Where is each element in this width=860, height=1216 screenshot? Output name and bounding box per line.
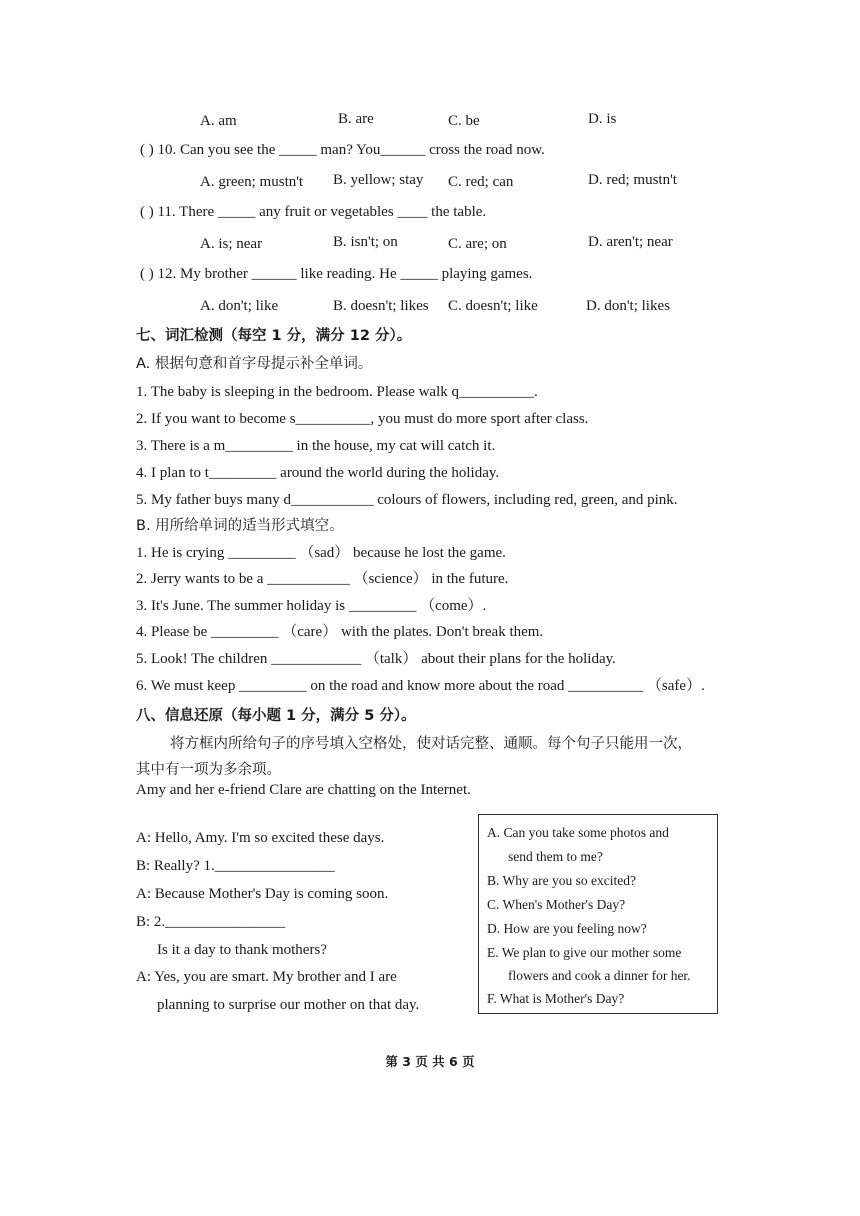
dialogue-line-3: A: Because Mother's Day is coming soon. [136,886,389,902]
box-option-f: F. What is Mother's Day? [487,991,625,1006]
q9-option-b: B. are [338,111,374,127]
options-box [478,814,718,1014]
q12-option-b: B. doesn't; likes [333,298,429,314]
page-footer: 第 3 页 共 6 页 [385,1054,475,1069]
dialogue-line-5: Is it a day to thank mothers? [157,942,327,958]
question-10: ( ) 10. Can you see the _____ man? You______ cross the road now. [140,142,545,158]
question-11: ( ) 11. There _____ any fruit or vegetables ____ the table. [140,204,487,220]
q10-option-d: D. red; mustn't [588,172,677,188]
dialogue-line-2: B: Really? 1.________________ [136,858,335,874]
q12-option-c: C. doesn't; like [448,298,538,314]
section-7a-item-4: 4. I plan to t_________ around the world during the holiday. [136,465,500,481]
section-7b-item-3: 3. It's June. The summer holiday is _________ （come）. [136,598,487,614]
dialogue-line-6: A: Yes, you are smart. My brother and I are [136,969,397,985]
section-7b-item-1: 1. He is crying _________ （sad） because he lost the game. [136,545,506,561]
q9-option-a: A. am [200,113,237,129]
box-option-a-cont: send them to me? [508,849,603,864]
section-8-title: 八、信息还原（每小题 1 分，满分 5 分）。 [136,708,416,724]
q11-option-d: D. aren't; near [588,234,673,250]
section-7b-item-2: 2. Jerry wants to be a ___________ （science） in the future. [136,571,509,587]
section-7b-item-5: 5. Look! The children ____________ （talk） about their plans for the holiday. [136,651,616,667]
section-7b-title: B. 用所给单词的适当形式填空。 [136,518,344,534]
box-option-b: B. Why are you so excited? [487,873,636,888]
q11-option-b: B. isn't; on [333,234,398,250]
q9-option-c: C. be [448,113,480,129]
section-7a-item-2: 2. If you want to become s__________, you must do more sport after class. [136,411,589,427]
dialogue-line-1: A: Hello, Amy. I'm so excited these days. [136,830,385,846]
q12-option-a: A. don't; like [200,298,279,314]
section-7b-item-4: 4. Please be _________ （care） with the plates. Don't break them. [136,624,544,640]
box-option-d: D. How are you feeling now? [487,921,647,936]
box-option-e-cont: flowers and cook a dinner for her. [508,968,691,983]
section-8-intro: Amy and her e-friend Clare are chatting on the Internet. [136,782,471,798]
section-8-instruction-1: 将方框内所给句子的序号填入空格处，使对话完整、通顺。每个句子只能用一次， [170,736,692,752]
box-option-c: C. When's Mother's Day? [487,897,626,912]
q10-option-c: C. red; can [448,174,514,190]
section-7a-item-3: 3. There is a m_________ in the house, my cat will catch it. [136,438,496,454]
question-12: ( ) 12. My brother ______ like reading. He _____ playing games. [140,266,533,282]
section-7a-item-5: 5. My father buys many d___________ colours of flowers, including red, green, and pink. [136,492,678,508]
box-option-e: E. We plan to give our mother some [487,945,682,960]
q11-option-a: A. is; near [200,236,263,252]
q12-option-d: D. don't; likes [586,298,670,314]
q11-option-c: C. are; on [448,236,507,252]
dialogue-line-7: planning to surprise our mother on that day. [157,997,420,1013]
section-7a-title: A. 根据句意和首字母提示补全单词。 [136,356,373,372]
section-7a-item-1: 1. The baby is sleeping in the bedroom. Please walk q__________. [136,384,538,400]
dialogue-line-4: B: 2.________________ [136,914,286,930]
q10-option-a: A. green; mustn't [200,174,304,190]
section-7b-item-6: 6. We must keep _________ on the road and know more about the road __________ （safe）. [136,678,705,694]
section-8-instruction-2: 其中有一项为多余项。 [136,762,281,778]
q10-option-b: B. yellow; stay [333,172,424,188]
section-7-title: 七、词汇检测（每空 1 分，满分 12 分）。 [136,328,412,344]
q9-option-d: D. is [588,111,617,127]
box-option-a: A. Can you take some photos and [487,825,669,840]
